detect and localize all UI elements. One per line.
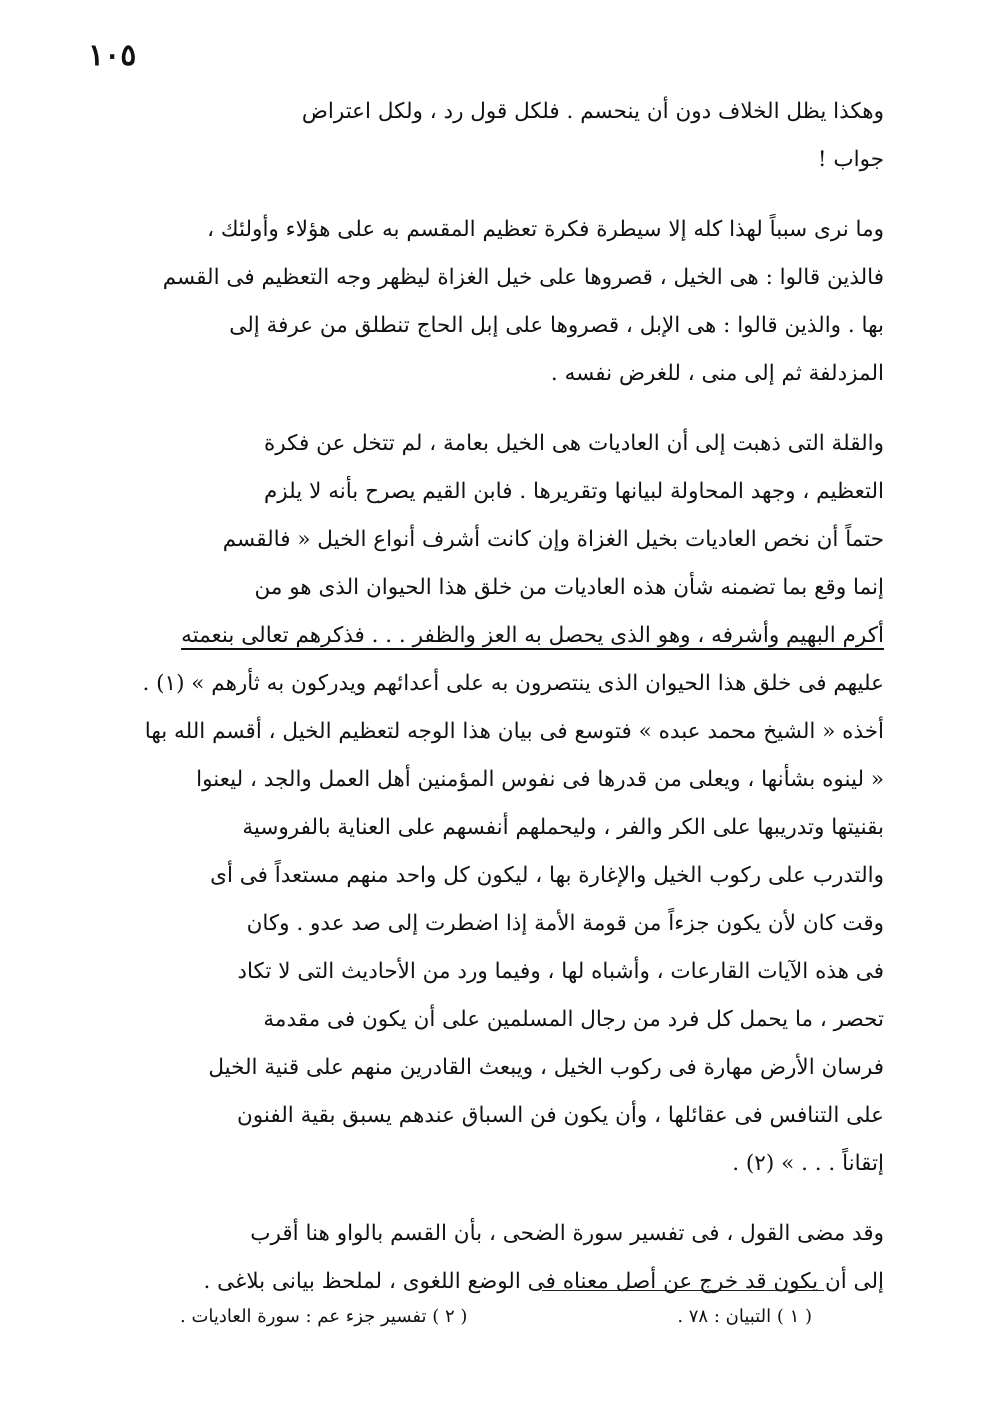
text-line: والقلة التى ذهبت إلى أن العاديات هى الخيل بعامة ، لم تتخل عن فكرة	[263, 431, 884, 456]
text-line: عليهم فى خلق هذا الحيوان الذى ينتصرون به على أعدائهم ويدركون به ثأرهم » (١) .	[142, 671, 884, 696]
text-line: إلى أن يكون قد خرج عن أصل معناه فى الوضع اللغوى ، لملحظ بيانى بلاغى .	[203, 1269, 884, 1294]
text-line: وقد مضى القول ، فى تفسير سورة الضحى ، بأن القسم بالواو هنا أقرب	[250, 1221, 884, 1246]
text-line: على التنافس فى عقائلها ، وأن يكون فن السباق عندهم يسبق بقية الفنون	[236, 1103, 884, 1128]
footnote-divider	[542, 1290, 824, 1291]
text-line: أخذه « الشيخ محمد عبده » فتوسع فى بيان هذا الوجه لتعظيم الخيل ، أقسم الله بها	[144, 719, 884, 744]
text-line: التعظيم ، وجهد المحاولة لبيانها وتقريرها . فابن القيم يصرح بأنه لا يلزم	[263, 479, 884, 504]
paragraph-4	[80, 1210, 912, 1306]
text-line: بها . والذين قالوا : هى الإبل ، قصروها على إبل الحاج تنطلق من عرفة إلى	[229, 313, 884, 338]
text-line: وهكذا يظل الخلاف دون أن ينحسم . فلكل قول رد ، ولكل اعتراض	[301, 99, 884, 124]
text-line: والتدرب على ركوب الخيل والإغارة بها ، ليكون كل واحد منهم مستعداً فى أى	[210, 863, 884, 888]
text-line: جواب !	[817, 147, 884, 172]
text-line: فرسان الأرض مهارة فى ركوب الخيل ، ويبعث القادرين منهم على قنية الخيل	[208, 1055, 884, 1080]
paragraph-2	[80, 206, 912, 398]
text-line: تحصر ، ما يحمل كل فرد من رجال المسلمين على أن يكون فى مقدمة	[263, 1007, 884, 1032]
text-line: بقنيتها وتدريبها على الكر والفر ، وليحملهم أنفسهم على العناية بالفروسية	[242, 815, 884, 840]
text-line: إتقاناً . . . » (٢) .	[732, 1151, 884, 1176]
footnotes	[180, 1302, 812, 1332]
text-line: حتماً أن نخص العاديات بخيل الغزاة وإن كانت أشرف أنواع الخيل « فالقسم	[222, 527, 884, 552]
text-line: وقت كان لأن يكون جزءاً من قومة الأمة إذا اضطرت إلى صد عدو . وكان	[246, 911, 884, 936]
page-number: ١٠٥	[88, 38, 137, 73]
text-line: فالذين قالوا : هى الخيل ، قصروها على خيل الغزاة ليظهر وجه التعظيم فى القسم	[162, 265, 884, 290]
main-text	[80, 88, 912, 1328]
footnote-1: ( ١ ) التبيان : ٧٨ .	[677, 1306, 812, 1327]
text-line: المزدلفة ثم إلى منى ، للغرض نفسه .	[550, 361, 884, 386]
text-line: « لينوه بشأنها ، ويعلى من قدرها فى نفوس المؤمنين أهل العمل والجد ، ليعنوا	[196, 767, 884, 792]
text-line: وما نرى سبباً لهذا كله إلا سيطرة فكرة تعظيم المقسم به على هؤلاء وأولئك ،	[207, 217, 884, 242]
text-line: إنما وقع بما تضمنه شأن هذه العاديات من خلق هذا الحيوان الذى هو من	[254, 575, 884, 600]
text-line: فى هذه الآيات القارعات ، وأشباه لها ، وفيما ورد من الأحاديث التى لا تكاد	[237, 959, 884, 984]
paragraph-1	[80, 88, 912, 184]
footnote-2: ( ٢ ) تفسير جزء عم : سورة العاديات .	[180, 1306, 468, 1327]
text-line-underlined: أكرم البهيم وأشرفه ، وهو الذى يحصل به العز والظفر . . . فذكرهم تعالى بنعمته	[181, 623, 884, 648]
paragraph-3	[80, 420, 912, 1188]
